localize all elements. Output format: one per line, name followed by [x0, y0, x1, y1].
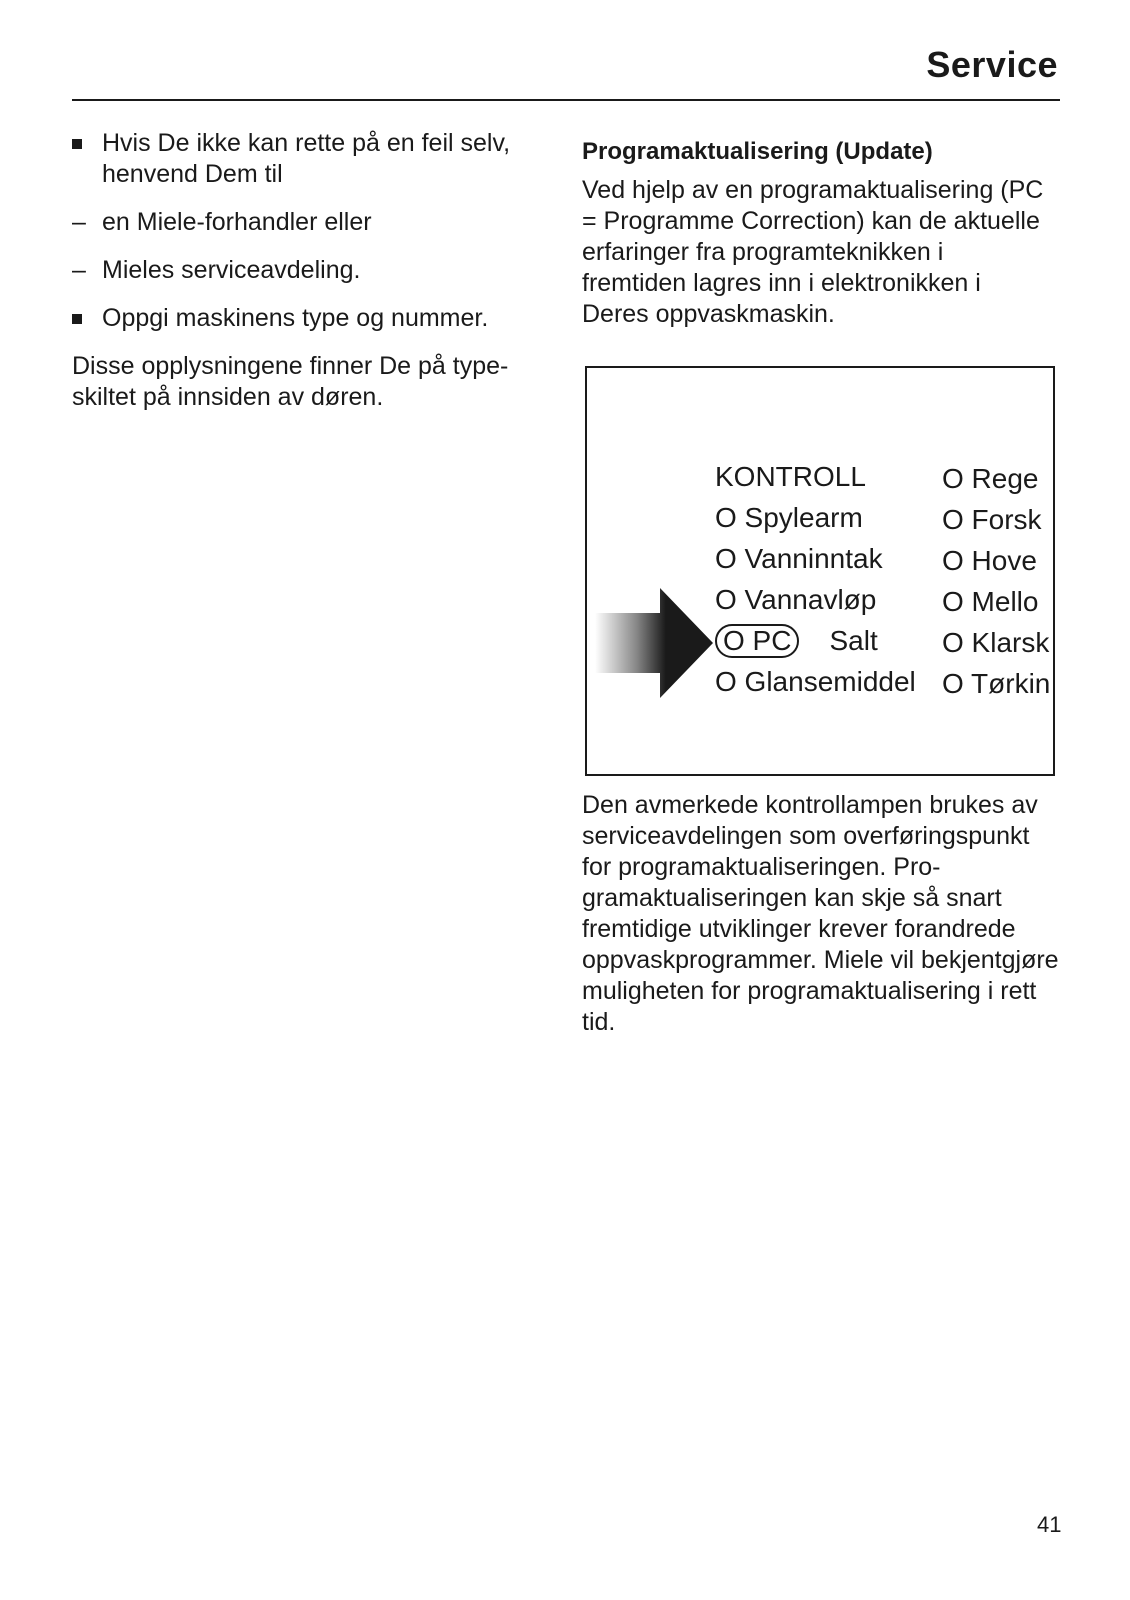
panel-label: O Glansemiddel	[715, 666, 916, 697]
list-item-text: Mieles serviceavdeling.	[102, 256, 361, 284]
panel-label: O Hove	[942, 545, 1037, 576]
panel-program-list	[942, 458, 1050, 704]
panel-label: O Mello	[942, 586, 1039, 617]
header-divider	[72, 99, 1060, 101]
list-item-text: Hvis De ikke kan rette på en feil selv, henvend Dem til	[102, 129, 511, 188]
pc-indicator-badge: O PC	[715, 624, 799, 658]
control-panel-illustration	[585, 366, 1055, 776]
panel-label: O Vannavløp	[715, 584, 877, 615]
panel-label: O Forsk	[942, 504, 1042, 535]
page-title: Service	[926, 44, 1058, 85]
left-column	[72, 128, 552, 413]
panel-pc-row	[715, 620, 916, 661]
pointer-arrow-icon	[595, 588, 713, 698]
panel-label: O Klarsk	[942, 627, 1050, 658]
panel-label: O Vanninntak	[715, 543, 883, 574]
intro-paragraph: Ved hjelp av en programaktualisering (PC = Programme Correction) kan de aktuelle erfaringer fra programteknikken i fremtiden lagres inn i elektronikken i Deres oppvaskmaskin.	[582, 176, 1044, 328]
right-column	[582, 136, 1052, 330]
list-item	[72, 128, 552, 190]
page-number: 41	[1037, 1512, 1062, 1537]
section-heading: Programaktualisering (Update)	[582, 138, 933, 165]
list-item	[72, 255, 552, 286]
square-bullet-icon	[72, 139, 82, 149]
list-item-text: en Miele-forhandler eller	[102, 208, 372, 236]
list-item	[72, 207, 552, 238]
panel-label: O Tørkin	[942, 668, 1051, 699]
type-plate-paragraph: Disse opplysningene finner De på typeskiltet på innsiden av døren.	[72, 352, 509, 411]
dash-bullet-icon: –	[72, 208, 86, 236]
list-item-text: Oppgi maskinens type og nummer.	[102, 304, 489, 332]
panel-indicator-list	[715, 456, 916, 702]
explanation-paragraph: Den avmerkede kontrollampen brukes av serviceavdelingen som overføringspunkt for programaktualiseringen. Programaktualiseringen kan skje så snart fremtidige utviklinger krever forandrede oppvaskprogrammer. Miele vil bekjentgjøre muligheten for programaktualisering i rett tid.	[582, 791, 1059, 1036]
panel-label: KONTROLL	[715, 461, 866, 492]
dash-bullet-icon: –	[72, 256, 86, 284]
square-bullet-icon	[72, 314, 82, 324]
panel-label: O Rege	[942, 463, 1039, 494]
salt-label: Salt	[829, 625, 878, 656]
panel-label: O Spylearm	[715, 502, 863, 533]
list-item	[72, 303, 552, 334]
